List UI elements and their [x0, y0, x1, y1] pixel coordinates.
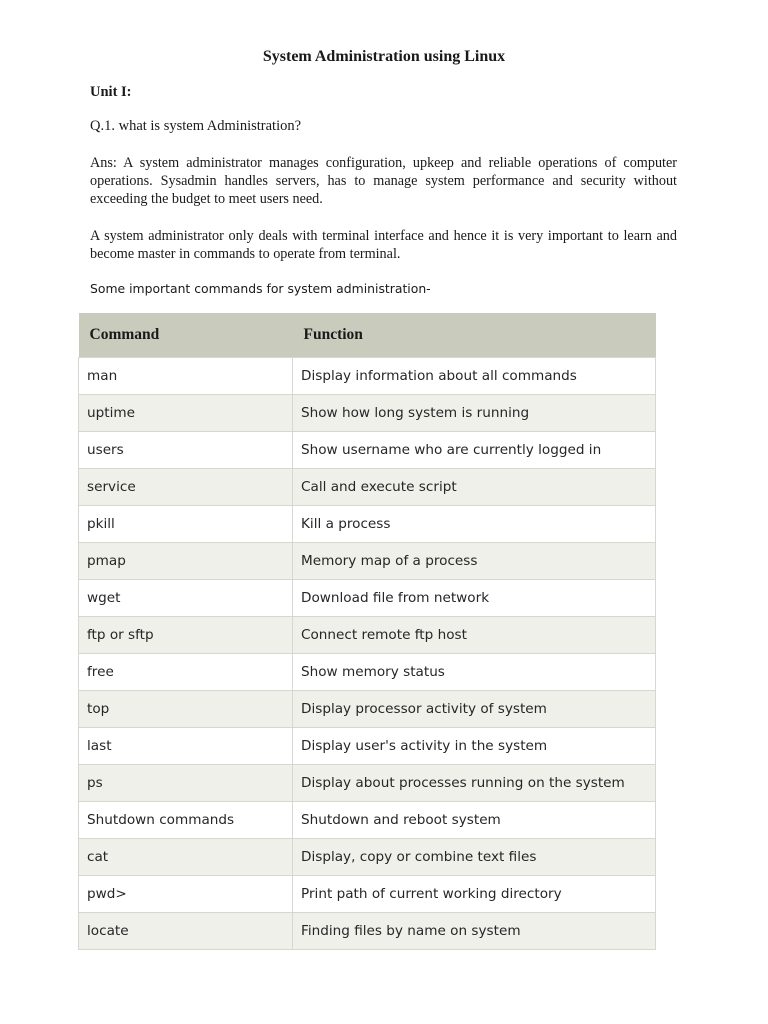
function-cell: Display, copy or combine text files — [293, 839, 656, 876]
unit-heading: Unit I: — [90, 84, 132, 100]
question-text: Q.1. what is system Administration? — [90, 118, 302, 134]
table-row — [79, 802, 656, 839]
command-cell: pwd> — [79, 876, 293, 913]
table-row — [79, 913, 656, 950]
commands-table — [78, 313, 656, 950]
table-row — [79, 543, 656, 580]
command-cell: pkill — [79, 506, 293, 543]
command-cell: wget — [79, 580, 293, 617]
answer-paragraph-2: A system administrator only deals with terminal interface and hence it is very important to learn and become master in commands to operate from terminal. — [90, 228, 677, 263]
command-cell: ps — [79, 765, 293, 802]
table-row — [79, 654, 656, 691]
table-row — [79, 358, 656, 395]
function-cell: Kill a process — [293, 506, 656, 543]
table-row — [79, 395, 656, 432]
command-cell: uptime — [79, 395, 293, 432]
function-cell: Finding files by name on system — [293, 913, 656, 950]
command-cell: pmap — [79, 543, 293, 580]
function-cell: Show how long system is running — [293, 395, 656, 432]
command-cell: locate — [79, 913, 293, 950]
commands-intro: Some important commands for system administration- — [90, 281, 431, 296]
command-cell: users — [79, 432, 293, 469]
function-cell: Print path of current working directory — [293, 876, 656, 913]
command-cell: top — [79, 691, 293, 728]
function-cell: Connect remote ftp host — [293, 617, 656, 654]
table-row — [79, 876, 656, 913]
answer-paragraph-1: Ans: A system administrator manages configuration, upkeep and reliable operations of computer operations. Sysadmin handles servers, has to manage system performance and security without exceeding the budget to meet users need. — [90, 155, 677, 208]
table-row — [79, 580, 656, 617]
header-command: Command — [79, 313, 293, 358]
command-cell: free — [79, 654, 293, 691]
table-body — [79, 358, 656, 950]
table-row — [79, 728, 656, 765]
table-row — [79, 506, 656, 543]
command-cell: last — [79, 728, 293, 765]
table-row — [79, 469, 656, 506]
table-row — [79, 765, 656, 802]
table-row — [79, 691, 656, 728]
command-cell: service — [79, 469, 293, 506]
function-cell: Show username who are currently logged in — [293, 432, 656, 469]
function-cell: Display processor activity of system — [293, 691, 656, 728]
table-row — [79, 617, 656, 654]
function-cell: Display user's activity in the system — [293, 728, 656, 765]
command-cell: cat — [79, 839, 293, 876]
table-row — [79, 839, 656, 876]
function-cell: Memory map of a process — [293, 543, 656, 580]
command-cell: man — [79, 358, 293, 395]
command-cell: ftp or sftp — [79, 617, 293, 654]
function-cell: Display information about all commands — [293, 358, 656, 395]
function-cell: Show memory status — [293, 654, 656, 691]
function-cell: Download file from network — [293, 580, 656, 617]
function-cell: Display about processes running on the system — [293, 765, 656, 802]
page-title: System Administration using Linux — [262, 48, 506, 65]
function-cell: Call and execute script — [293, 469, 656, 506]
table-header-row — [79, 313, 656, 358]
table-row — [79, 432, 656, 469]
header-function: Function — [293, 313, 656, 358]
command-cell: Shutdown commands — [79, 802, 293, 839]
function-cell: Shutdown and reboot system — [293, 802, 656, 839]
